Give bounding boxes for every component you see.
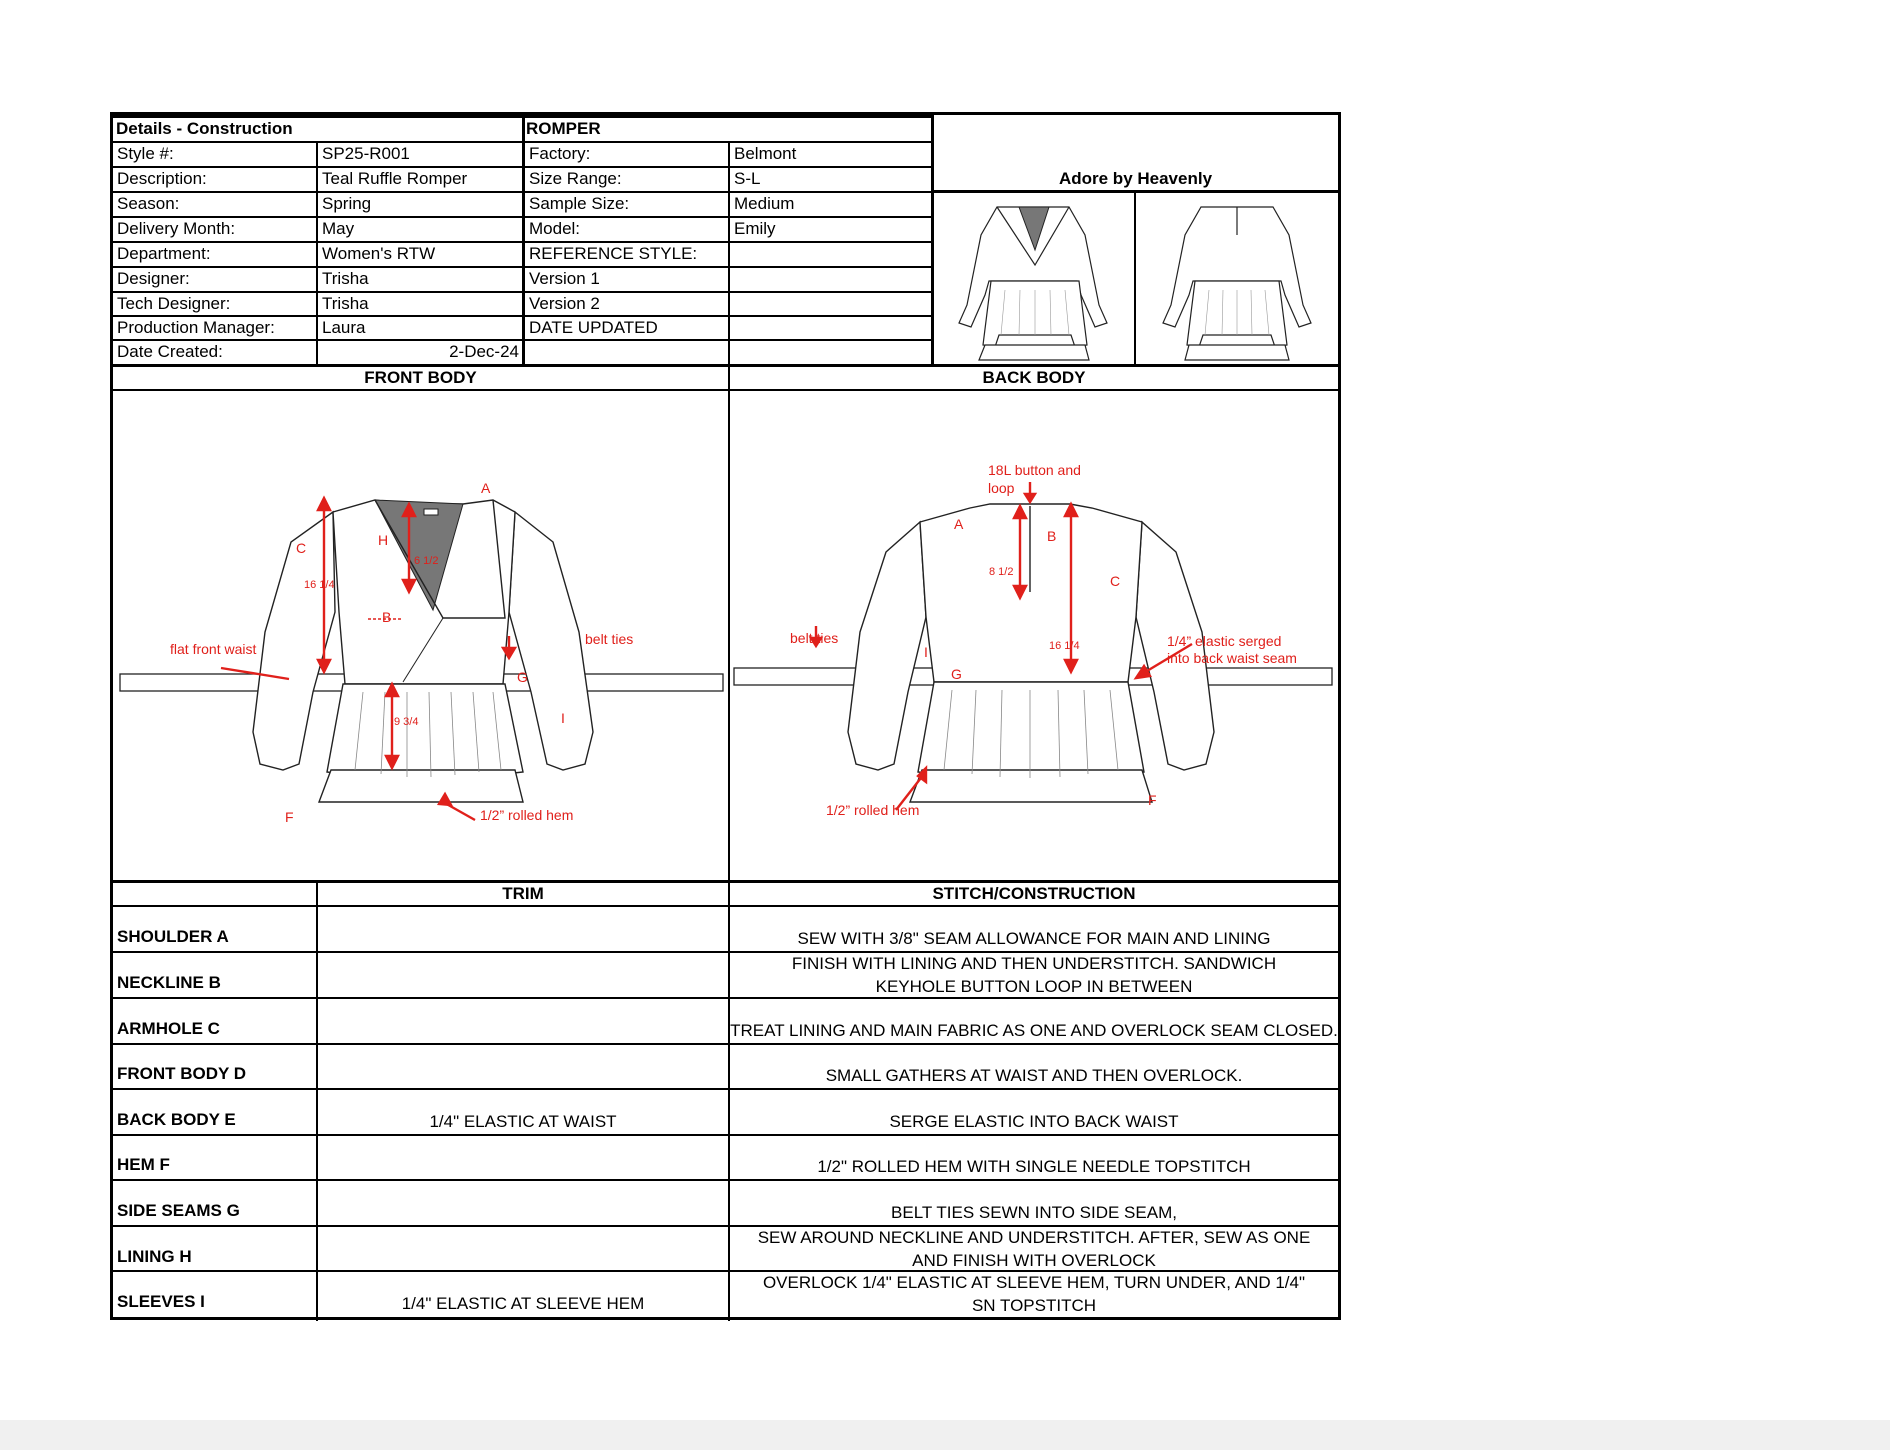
front-callout-h: H [378, 532, 389, 548]
front-note-belt: belt ties [585, 631, 634, 647]
field-value: Trisha [322, 269, 369, 288]
row-stitch: OVERLOCK 1/4" ELASTIC AT SLEEVE HEM, TURN UNDER, AND 1/4" SN TOPSTITCH [762, 1273, 1306, 1315]
back-thumbnail-sketch [1137, 195, 1337, 363]
back-callout-i: I [924, 644, 928, 660]
row-area: SIDE SEAMS G [117, 1201, 240, 1220]
window-bottom-band [0, 1420, 1890, 1450]
field-value: Spring [322, 194, 372, 213]
front-thumbnail-sketch [935, 195, 1133, 363]
field-label: Tech Designer: [117, 294, 231, 313]
back-callout-f: F [1148, 792, 1157, 808]
front-measure-3: 9 3/4 [394, 716, 419, 728]
field-value: Belmont [734, 144, 797, 163]
row-area: BACK BODY E [117, 1110, 236, 1129]
front-callout-c: C [296, 540, 307, 556]
front-callout-f: F [285, 809, 294, 825]
field-value: S-L [734, 169, 761, 188]
back-body-heading: BACK BODY [982, 368, 1086, 387]
row-area: NECKLINE B [117, 973, 221, 992]
table-line [113, 1179, 1338, 1181]
field-label: Factory: [529, 144, 591, 163]
row-stitch: SEW AROUND NECKLINE AND UNDERSTITCH. AFTER, SEW AS ONE AND FINISH WITH OVERLOCK [757, 1228, 1311, 1270]
row-stitch: SMALL GATHERS AT WAIST AND THEN OVERLOCK. [825, 1066, 1243, 1085]
row-area: ARMHOLE C [117, 1019, 220, 1038]
row-area: LINING H [117, 1247, 192, 1266]
table-col-divider [316, 881, 318, 1321]
front-note-waist: flat front waist [170, 641, 257, 657]
field-label: Version 2 [529, 294, 600, 313]
field-label: Production Manager: [117, 318, 275, 337]
table-line [113, 1134, 1338, 1136]
row-area: SLEEVES I [117, 1292, 205, 1311]
back-note-button-line1: 18L button and [988, 462, 1081, 478]
back-callout-g: G [951, 666, 962, 682]
field-label: Department: [117, 244, 211, 263]
field-label: Description: [117, 169, 207, 188]
field-label: REFERENCE STYLE: [529, 244, 698, 263]
field-value: SP25-R001 [322, 144, 410, 163]
back-callout-b: B [1047, 528, 1057, 544]
back-measure-1: 8 1/2 [989, 566, 1014, 578]
back-note-elastic-line1: 1/4” elastic serged [1167, 633, 1282, 649]
back-note-elastic-line2: into back waist seam [1167, 650, 1297, 666]
back-note-belt: belt ties [790, 630, 839, 646]
field-value: Women's RTW [322, 244, 436, 263]
field-label: Designer: [117, 269, 190, 288]
table-line [113, 905, 1338, 907]
front-callout-i: I [561, 710, 565, 726]
field-label: Model: [529, 219, 581, 238]
field-label: DATE UPDATED [529, 318, 658, 337]
row-stitch: SERGE ELASTIC INTO BACK WAIST [889, 1112, 1179, 1131]
field-label: Season: [117, 194, 180, 213]
field-value: Emily [734, 219, 776, 238]
col-divider [931, 115, 934, 366]
row-area: SHOULDER A [117, 927, 229, 946]
sheet-title: Details - Construction [116, 119, 293, 138]
garment-category: ROMPER [526, 119, 601, 138]
row-area: HEM F [117, 1155, 170, 1174]
spec-sheet [110, 112, 1341, 1320]
front-body-sketch [113, 392, 727, 882]
back-body-sketch [730, 392, 1338, 882]
row-area: FRONT BODY D [117, 1064, 247, 1083]
field-value: May [322, 219, 355, 238]
back-callout-c: C [1110, 573, 1121, 589]
field-label: Date Created: [117, 342, 223, 361]
field-value: Medium [734, 194, 795, 213]
brand-name: Adore by Heavenly [1058, 169, 1213, 188]
front-measure-1: 16 1/4 [304, 579, 335, 591]
front-measure-2: 6 1/2 [414, 555, 439, 567]
field-label: Version 1 [529, 269, 600, 288]
row-trim: 1/4" ELASTIC AT SLEEVE HEM [401, 1294, 645, 1313]
field-label: Delivery Month: [117, 219, 236, 238]
date-created-value: 2-Dec-24 [449, 342, 519, 361]
row-trim: 1/4" ELASTIC AT WAIST [429, 1112, 617, 1131]
col-divider [1134, 192, 1136, 365]
trim-heading: TRIM [502, 884, 544, 903]
front-callout-g: G [517, 669, 528, 685]
field-label: Sample Size: [529, 194, 630, 213]
stitch-heading: STITCH/CONSTRUCTION [932, 884, 1136, 903]
row-stitch: 1/2" ROLLED HEM WITH SINGLE NEEDLE TOPSTITCH [817, 1157, 1251, 1176]
field-value: Laura [322, 318, 366, 337]
front-body-heading: FRONT BODY [364, 368, 477, 387]
row-stitch: SEW WITH 3/8" SEAM ALLOWANCE FOR MAIN AND LINING [797, 929, 1271, 948]
front-note-hem: 1/2” rolled hem [480, 807, 574, 823]
front-callout-a: A [481, 480, 491, 496]
back-note-button-line2: loop [988, 480, 1015, 496]
table-line [113, 1043, 1338, 1045]
row-stitch: TREAT LINING AND MAIN FABRIC AS ONE AND OVERLOCK SEAM CLOSED. [730, 1021, 1338, 1040]
field-value: Trisha [322, 294, 369, 313]
back-note-hem: 1/2” rolled hem [826, 802, 920, 818]
field-value: Teal Ruffle Romper [322, 169, 468, 188]
section-line [113, 389, 1338, 391]
row-stitch: FINISH WITH LINING AND THEN UNDERSTITCH. SANDWICH KEYHOLE BUTTON LOOP IN BETWEEN [791, 954, 1277, 996]
back-callout-a: A [954, 516, 964, 532]
back-measure-2: 16 1/4 [1049, 640, 1080, 652]
row-stitch: BELT TIES SEWN INTO SIDE SEAM, [891, 1203, 1177, 1222]
field-label: Style #: [117, 144, 174, 163]
table-line [113, 1088, 1338, 1090]
field-label: Size Range: [529, 169, 622, 188]
front-callout-b: B [382, 609, 392, 625]
